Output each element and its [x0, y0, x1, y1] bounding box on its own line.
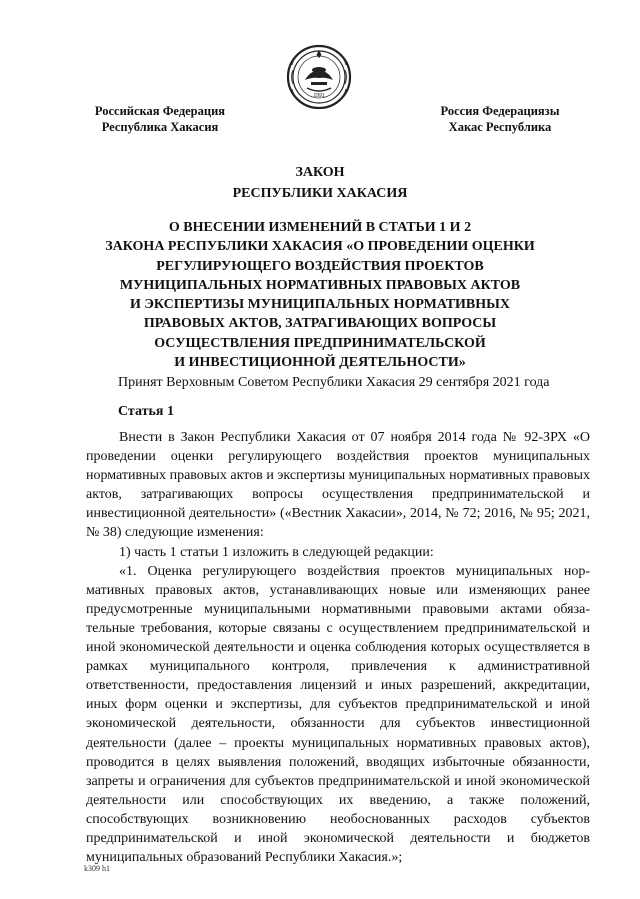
header-left-line2: Республика Хакасия	[101, 120, 219, 134]
law-title-line2: РЕСПУБЛИКИ ХАКАСИЯ	[232, 186, 408, 201]
header-right-block	[420, 103, 580, 135]
law-title-line1: ЗАКОН	[295, 165, 345, 180]
paragraph-quoted-text: «1. Оценка регулирующего воздействия проектов муниципальных нормативных правовых актов, устанавливающих новые или изменяющих ранее предусмотренные муниципальными нормативными правовыми актами обязательные требования, которые связаны с осуществлением предпринимательской и иной экономической деятельности и оценка соблюдения которых осуществляется в рамках муниципального контроля, привлечения к административной ответственности, предоставления лицензий и иных разрешений, аккредитации, иных форм оценки и экспертизы, для субъектов предпринимательской и иной экономической деятельности, обязанности для субъектов инвестиционной деятельности (далее – проекты муниципальных нормативных правовых актов), проводится в целях выявления положений, вводящих избыточные обязанности, запреты и ограничения для субъектов предпринимательской и иной экономической деятельности или способствующих их введению, а также положений, способствующих возникновению необоснованных расходов субъектов предпринимательской и иной экономической деятельности и бюджетов муниципальных образований Республики Хакасия.»;	[86, 563, 590, 866]
header-right-line2: Хакас Республика	[448, 120, 552, 134]
subject-line: ОСУЩЕСТВЛЕНИЯ ПРЕДПРИНИМАТЕЛЬСКОЙ	[154, 335, 486, 351]
header-left-block	[80, 103, 240, 135]
footer-document-code: k309 h1	[84, 864, 110, 873]
law-subject	[70, 218, 570, 372]
coat-of-arms-icon	[285, 42, 353, 112]
paragraph-item-1: 1) часть 1 статьи 1 изложить в следующей редакции:	[119, 544, 434, 560]
adoption-statement: Принят Верховным Советом Республики Хакасия 29 сентября 2021 года	[118, 375, 550, 390]
subject-line: ПРАВОВЫХ АКТОВ, ЗАТРАГИВАЮЩИХ ВОПРОСЫ	[143, 316, 497, 332]
subject-line: РЕГУЛИРУЮЩЕГО ВОЗДЕЙСТВИЯ ПРОЕКТОВ	[156, 258, 484, 274]
subject-line: О ВНЕСЕНИИ ИЗМЕНЕНИЙ В СТАТЬИ 1 И 2	[168, 220, 472, 235]
header-right-line1: Россия Федерациязы	[440, 104, 560, 118]
paragraph-intro: Внести в Закон Республики Хакасия от 07 ноября 2014 года № 92-ЗРХ «О проведении оценки регулирующего воздействия проектов муниципальных нормативных правовых актов и экспертизы муниципальных нормативных правовых актов, затрагивающих вопросы осуществления предпринимательской и инвестиционной деятельности» («Вестник Хакасии», 2014, № 72; 2016, № 95; 2021, № 38) следующие изменения:	[86, 430, 590, 541]
header-left-line1: Российская Федерация	[94, 104, 226, 118]
article-heading: Статья 1	[118, 404, 174, 419]
article-body	[86, 428, 590, 867]
subject-line: И ЭКСПЕРТИЗЫ МУНИЦИПАЛЬНЫХ НОРМАТИВНЫХ	[129, 297, 511, 313]
subject-line: МУНИЦИПАЛЬНЫХ НОРМАТИВНЫХ ПРАВОВЫХ АКТОВ	[119, 277, 521, 293]
law-title	[80, 162, 560, 204]
emblem-inscription: 1991	[313, 93, 325, 99]
subject-line: ЗАКОНА РЕСПУБЛИКИ ХАКАСИЯ «О ПРОВЕДЕНИИ ОЦЕНКИ	[105, 239, 535, 255]
subject-line: И ИНВЕСТИЦИОННОЙ ДЕЯТЕЛЬНОСТИ»	[174, 355, 466, 371]
